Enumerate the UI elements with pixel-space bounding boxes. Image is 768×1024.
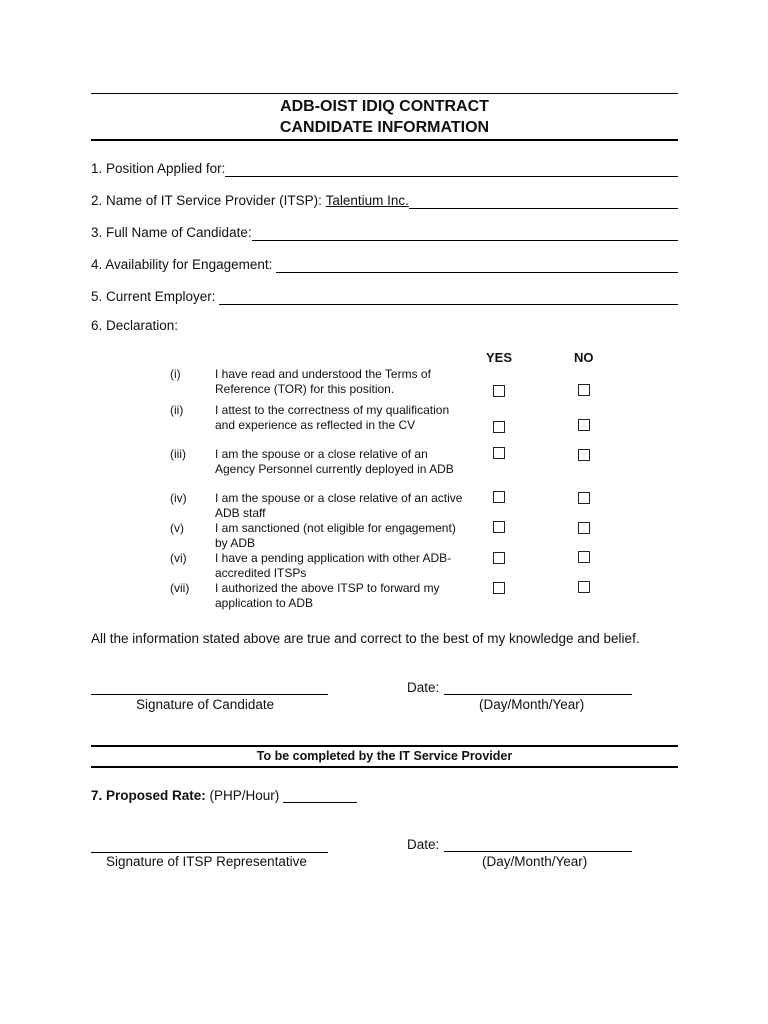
itsp-signature-caption: Signature of ITSP Representative bbox=[106, 854, 307, 869]
declaration-item-number: (iii) bbox=[170, 447, 186, 461]
fullname-field bbox=[91, 221, 678, 241]
candidate-signature-line[interactable] bbox=[91, 694, 328, 695]
declaration-item-text: I am sanctioned (not eligible for engagement) by ADB bbox=[215, 521, 456, 550]
top-rule bbox=[91, 93, 678, 94]
no-checkbox[interactable] bbox=[578, 449, 590, 461]
yes-checkbox[interactable] bbox=[493, 447, 505, 459]
availability-field bbox=[91, 253, 678, 273]
proposed-rate-field bbox=[91, 788, 357, 803]
declaration-item-text: I have a pending application with other ADB-accredited ITSPs bbox=[215, 551, 452, 580]
itsp-date-caption: (Day/Month/Year) bbox=[482, 854, 588, 869]
declaration-item-text: I authorized the above ITSP to forward my application to ADB bbox=[215, 581, 440, 610]
proposed-rate-label: 7. Proposed Rate: bbox=[91, 788, 206, 803]
itsp-banner-bottom-rule bbox=[91, 766, 678, 768]
fullname-label: 3. Full Name of Candidate: bbox=[91, 225, 252, 240]
no-checkbox[interactable] bbox=[578, 522, 590, 534]
declaration-item-number: (i) bbox=[170, 367, 181, 381]
itsp-input-line[interactable] bbox=[409, 193, 678, 209]
employer-input[interactable] bbox=[219, 289, 678, 305]
no-checkbox[interactable] bbox=[578, 492, 590, 504]
declaration-item-text: I am the spouse or a close relative of an active ADB staff bbox=[215, 491, 463, 520]
declaration-item-number: (ii) bbox=[170, 403, 184, 417]
candidate-date-line[interactable] bbox=[444, 694, 632, 695]
position-input[interactable] bbox=[225, 161, 678, 177]
proposed-rate-input[interactable] bbox=[283, 788, 357, 803]
certification-statement: All the information stated above are true and correct to the best of my knowledge and belief. bbox=[91, 631, 640, 646]
no-column-header: NO bbox=[574, 350, 594, 365]
no-checkbox[interactable] bbox=[578, 419, 590, 431]
itsp-label: 2. Name of IT Service Provider (ITSP): bbox=[91, 193, 326, 208]
yes-column-header: YES bbox=[486, 350, 513, 365]
proposed-rate-unit: (PHP/Hour) bbox=[205, 788, 284, 803]
fullname-input[interactable] bbox=[252, 225, 678, 241]
itsp-value[interactable]: Talentium Inc. bbox=[325, 193, 409, 208]
yes-checkbox[interactable] bbox=[493, 582, 505, 594]
declaration-item-text: I attest to the correctness of my qualification and experience as reflected in the CV bbox=[215, 403, 450, 432]
yes-checkbox[interactable] bbox=[493, 521, 505, 533]
availability-input[interactable] bbox=[276, 257, 678, 273]
itsp-banner: To be completed by the IT Service Provider bbox=[256, 749, 513, 763]
yes-checkbox[interactable] bbox=[493, 421, 505, 433]
candidate-date-caption: (Day/Month/Year) bbox=[479, 697, 585, 712]
position-field bbox=[91, 157, 678, 177]
candidate-date-label: Date: bbox=[407, 680, 440, 695]
declaration-item-number: (vi) bbox=[170, 551, 187, 565]
employer-label: 5. Current Employer: bbox=[91, 289, 220, 304]
itsp-field bbox=[91, 189, 678, 209]
yes-checkbox[interactable] bbox=[493, 385, 505, 397]
declaration-label: 6. Declaration: bbox=[91, 318, 179, 333]
declaration-item-text: I have read and understood the Terms of Reference (TOR) for this position. bbox=[215, 367, 431, 396]
no-checkbox[interactable] bbox=[578, 581, 590, 593]
position-label: 1. Position Applied for: bbox=[91, 161, 226, 176]
form-title-line1: ADB-OIST IDIQ CONTRACT bbox=[280, 98, 489, 115]
employer-field bbox=[91, 285, 678, 305]
itsp-signature-line[interactable] bbox=[91, 852, 328, 853]
title-underline bbox=[91, 139, 678, 141]
declaration-item-number: (v) bbox=[170, 521, 184, 535]
candidate-signature-caption: Signature of Candidate bbox=[136, 697, 275, 712]
yes-checkbox[interactable] bbox=[493, 491, 505, 503]
declaration-item-number: (vii) bbox=[170, 581, 190, 595]
no-checkbox[interactable] bbox=[578, 551, 590, 563]
form-title-line2: CANDIDATE INFORMATION bbox=[279, 119, 490, 136]
itsp-date-line[interactable] bbox=[444, 851, 632, 852]
declaration-item-text: I am the spouse or a close relative of an Agency Personnel currently deployed in ADB bbox=[215, 447, 454, 476]
declaration-item-number: (iv) bbox=[170, 491, 187, 505]
itsp-banner-top-rule bbox=[91, 745, 678, 747]
availability-label: 4. Availability for Engagement: bbox=[91, 257, 277, 272]
itsp-date-label: Date: bbox=[407, 837, 440, 852]
no-checkbox[interactable] bbox=[578, 384, 590, 396]
yes-checkbox[interactable] bbox=[493, 552, 505, 564]
